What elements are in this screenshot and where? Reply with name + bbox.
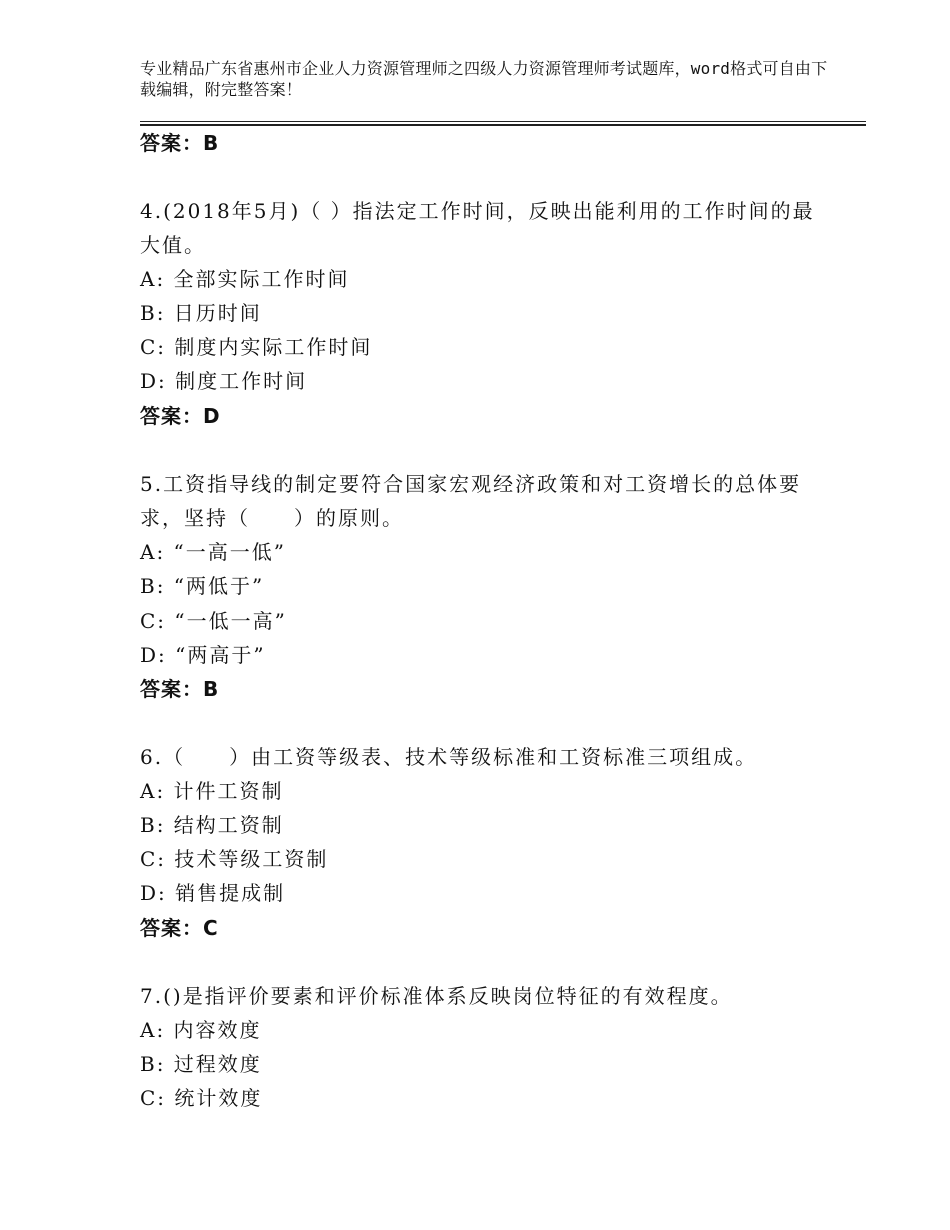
q5-stem-line1: 5.工资指导线的制定要符合国家宏观经济政策和对工资增长的总体要 (140, 472, 802, 496)
q5-option-b: B: “两低于” (140, 574, 265, 598)
q6-option-d: D: 销售提成制 (140, 881, 286, 905)
q7-option-c: C: 统计效度 (140, 1086, 263, 1110)
header-divider-thick (140, 124, 866, 126)
q7-option-a: A: 内容效度 (140, 1018, 262, 1042)
q6-stem-line1: 6.（ ）由工资等级表、技术等级标准和工资标准三项组成。 (140, 745, 758, 769)
answer-q5: 答案：B (140, 677, 220, 701)
q4-stem-line1: 4.(2018年5月)（ ）指法定工作时间，反映出能利用的工作时间的最 (140, 199, 815, 223)
header-divider (140, 121, 866, 122)
q4-option-c: C: 制度内实际工作时间 (140, 335, 373, 359)
q5-option-c: C: “一低一高” (140, 609, 287, 633)
q6-option-c: C: 技术等级工资制 (140, 847, 329, 871)
q7-stem-line1: 7.()是指评价要素和评价标准体系反映岗位特征的有效程度。 (140, 984, 733, 1008)
q4-option-b: B: 日历时间 (140, 301, 262, 325)
q5-stem-line2: 求，坚持（ ）的原则。 (140, 506, 404, 530)
q6-option-a: A: 计件工资制 (140, 779, 284, 803)
answer-q3: 答案：B (140, 131, 220, 155)
q5-option-d: D: “两高于” (140, 643, 266, 667)
document-header: 专业精品广东省惠州市企业人力资源管理师之四级人力资源管理师考试题库，word格式可自由下载编辑，附完整答案！ (140, 59, 828, 99)
answer-q4: 答案：D (140, 404, 221, 428)
q5-option-a: A: “一高一低” (140, 540, 286, 564)
q4-option-a: A: 全部实际工作时间 (140, 267, 350, 291)
q6-option-b: B: 结构工资制 (140, 813, 284, 837)
q4-stem-line2: 大值。 (140, 233, 206, 257)
answer-q6: 答案：C (140, 916, 219, 940)
q4-option-d: D: 制度工作时间 (140, 369, 308, 393)
q7-option-b: B: 过程效度 (140, 1052, 262, 1076)
